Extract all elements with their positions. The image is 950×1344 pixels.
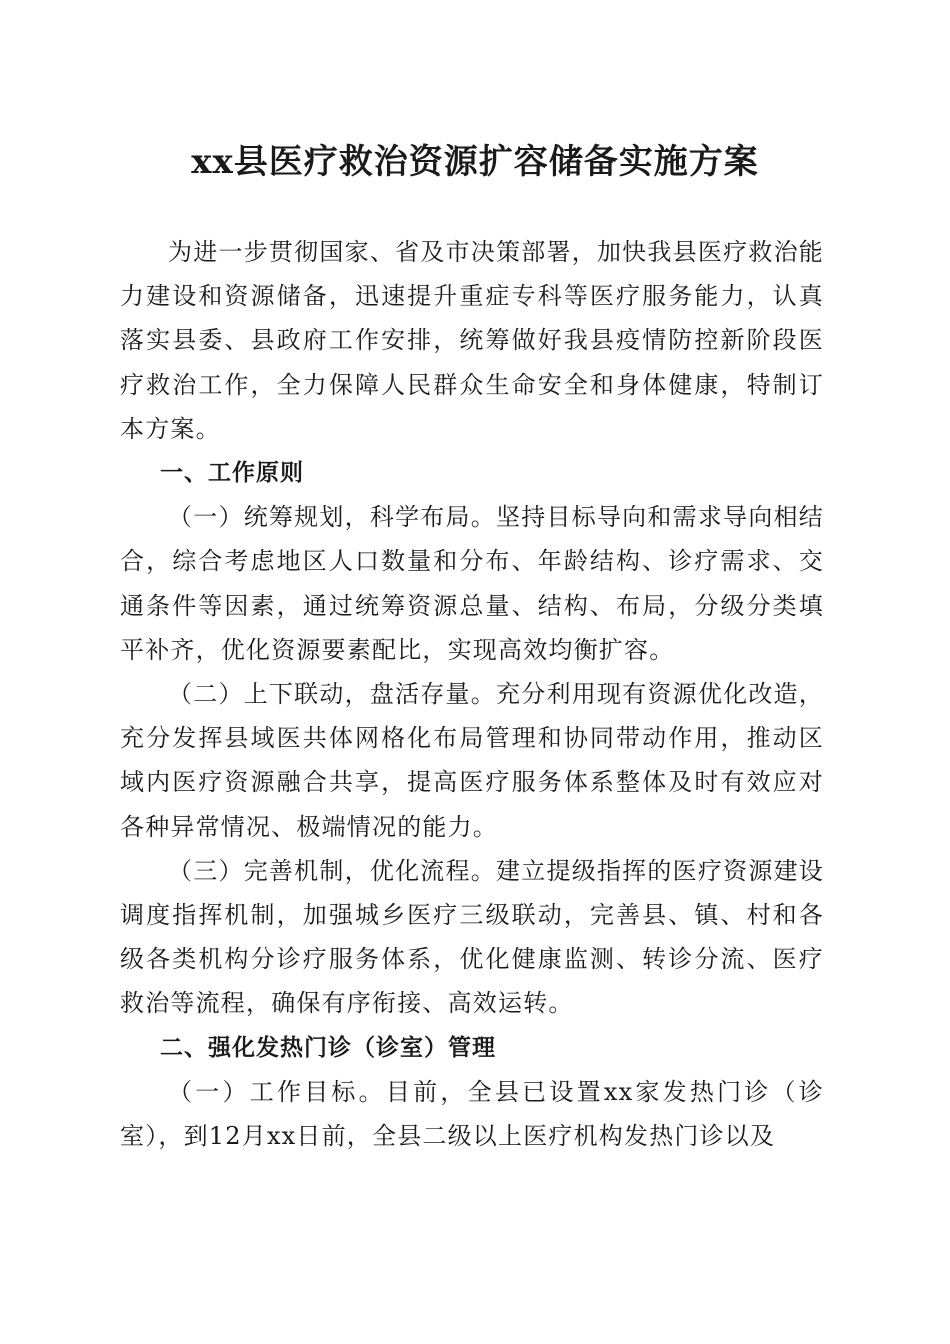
principle-paragraph-1 (120, 495, 824, 672)
principle-paragraph-3 (120, 849, 824, 1026)
principle-2-title: （二）上下联动，盘活存量。 (168, 680, 497, 709)
principle-paragraph-2 (120, 672, 824, 849)
fever-clinic-1-text: 目前，全县已设置xx家发热门诊（诊室），到12月xx日前，全县二级以上医疗机构发热门诊以及 (120, 1077, 824, 1151)
section-heading-principles: 一、工作原则 (160, 460, 304, 487)
principle-3-title: （三）完善机制，优化流程。 (168, 856, 497, 885)
fever-clinic-paragraph-1 (120, 1070, 824, 1158)
intro-paragraph: 为进一步贯彻国家、省及市决策部署，加快我县医疗救治能力建设和资源储备，迅速提升重症专科等医疗服务能力，认真落实县委、县政府工作安排，统筹做好我县疫情防控新阶段医疗救治工作，全力保障人民群众生命安全和身体健康，特制订本方案。 (120, 238, 824, 443)
principle-2-text: 充分利用现有资源优化改造，充分发挥县域医共体网格化布局管理和协同带动作用，推动区域内医疗资源融合共享，提高医疗服务体系整体及时有效应对各种异常情况、极端情况的能力。 (120, 680, 824, 841)
document-title: xx县医疗救治资源扩容储备实施方案 (191, 142, 759, 182)
principle-1-title: （一）统筹规划，科学布局。 (168, 503, 497, 532)
principle-1-text: 坚持目标导向和需求导向相结合，综合考虑地区人口数量和分布、年龄结构、诊疗需求、交通条件等因素，通过统筹资源总量、结构、布局，分级分类填平补齐，优化资源要素配比，实现高效均衡扩容。 (120, 503, 824, 664)
section-heading-fever-clinic: 二、强化发热门诊（诊室）管理 (160, 1034, 496, 1061)
principle-3-text: 建立提级指挥的医疗资源建设调度指挥机制，加强城乡医疗三级联动，完善县、镇、村和各级各类机构分诊疗服务体系，优化健康监测、转诊分流、医疗救治等流程，确保有序衔接、高效运转。 (120, 856, 824, 1018)
document-body (120, 230, 824, 1158)
fever-clinic-1-title: （一）工作目标。 (168, 1077, 386, 1106)
